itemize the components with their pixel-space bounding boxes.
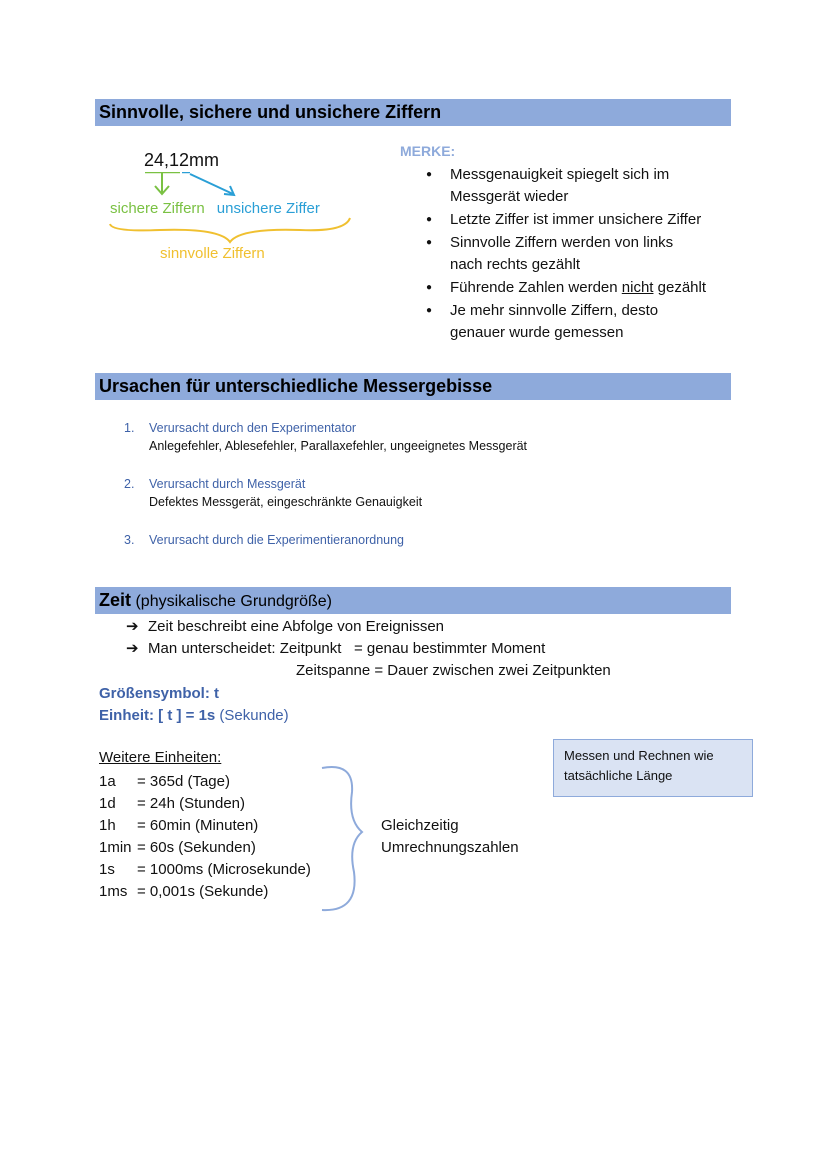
section-header-causes xyxy=(95,373,731,400)
item-detail: Defektes Messgerät, eingeschränkte Genauigkeit xyxy=(149,495,423,509)
measurement-value: 24,12mm xyxy=(144,150,220,170)
bullet-icon: ● xyxy=(426,282,433,293)
further-units-title: Weitere Einheiten: xyxy=(99,749,222,766)
cause-item xyxy=(124,531,724,549)
list-item xyxy=(426,300,746,344)
arrow-item-text: Zeit beschreibt eine Abfolge von Ereignissen xyxy=(148,618,445,635)
note-box-line: Messen und Rechnen wie xyxy=(564,748,714,763)
digit-labels xyxy=(110,198,360,220)
arrow-item xyxy=(126,638,726,660)
cause-item xyxy=(124,475,724,511)
causes-list xyxy=(124,419,724,569)
unit-row xyxy=(99,793,311,815)
quantity-symbol: Größensymbol: t xyxy=(99,685,220,702)
note-box xyxy=(553,739,753,797)
unit-value: = 24h (Stunden) xyxy=(137,795,245,812)
list-item xyxy=(426,232,746,276)
item-number: 3. xyxy=(124,533,135,547)
unit-symbol: 1h xyxy=(99,817,116,834)
arrow-item xyxy=(126,616,726,638)
brace-note-line: Umrechnungszahlen xyxy=(381,839,519,856)
significant-digits-label: sinnvolle Ziffern xyxy=(160,245,265,262)
item-title: Verursacht durch die Experimentieranordnung xyxy=(149,533,405,547)
list-item-text: Führende Zahlen werden nicht gezählt xyxy=(450,279,707,296)
units-list xyxy=(99,771,311,903)
item-number: 1. xyxy=(124,421,135,435)
list-item-text: Messgenauigkeit spiegelt sich im Messgerät wieder xyxy=(450,166,670,205)
brace-note-line: Gleichzeitig xyxy=(381,817,459,834)
merke-label: MERKE: xyxy=(400,143,456,159)
brace-note xyxy=(381,815,519,859)
unit-row xyxy=(99,815,311,837)
list-item-text: Letzte Ziffer ist immer unsichere Ziffer xyxy=(450,211,702,228)
section-header-significant-digits xyxy=(95,99,731,126)
arrow-right-icon: ➔ xyxy=(126,640,139,657)
curly-brace-icon xyxy=(318,762,378,917)
merke-list xyxy=(426,164,746,345)
unit-symbol: 1s xyxy=(99,861,115,878)
unit-definition: Einheit: [ t ] = 1s (Sekunde) xyxy=(99,707,289,724)
unit-value: = 365d (Tage) xyxy=(137,773,230,790)
unit-symbol: 1a xyxy=(99,773,116,790)
item-number: 2. xyxy=(124,477,135,491)
arrow-item-text: Man unterscheidet: Zeitpunkt = genau bestimmter Moment xyxy=(148,640,546,657)
note-box-line: tatsächliche Länge xyxy=(564,768,673,783)
sure-digits-label: sichere Ziffern xyxy=(110,200,205,217)
arrow-right-icon: ➔ xyxy=(126,618,139,635)
time-arrow-list xyxy=(126,616,726,682)
section-header-time xyxy=(95,587,731,614)
list-item-text: Je mehr sinnvolle Ziffern, desto genauer wurde gemessen xyxy=(450,302,659,341)
section-title: Sinnvolle, sichere und unsichere Ziffern xyxy=(99,102,442,122)
unit-value: = 60s (Sekunden) xyxy=(137,839,256,856)
unit-row xyxy=(99,881,311,903)
unit-symbol: 1min xyxy=(99,839,132,856)
unit-value: = 60min (Minuten) xyxy=(137,817,259,834)
section-title: Zeit (physikalische Grundgröße) xyxy=(99,590,332,610)
item-title: Verursacht durch den Experimentator xyxy=(149,421,357,435)
bullet-icon: ● xyxy=(426,169,433,180)
list-item xyxy=(426,209,746,231)
item-title: Verursacht durch Messgerät xyxy=(149,477,306,491)
list-item xyxy=(426,277,746,299)
unit-symbol: 1d xyxy=(99,795,116,812)
unit-symbol: 1ms xyxy=(99,883,128,900)
item-detail: Anlegefehler, Ablesefehler, Parallaxefehler, ungeeignetes Messgerät xyxy=(149,439,528,453)
cause-item xyxy=(124,419,724,455)
bullet-icon: ● xyxy=(426,305,433,316)
bullet-icon: ● xyxy=(426,214,433,225)
unit-row xyxy=(99,771,311,793)
section-title: Ursachen für unterschiedliche Messergebisse xyxy=(99,376,493,396)
bullet-icon: ● xyxy=(426,237,433,248)
list-item xyxy=(426,164,746,208)
unsure-digit-label: unsichere Ziffer xyxy=(216,200,320,217)
unit-row xyxy=(99,837,311,859)
timespan-definition: Zeitspanne = Dauer zwischen zwei Zeitpunkten xyxy=(296,662,611,679)
unit-row xyxy=(99,859,311,881)
unit-value: = 1000ms (Microsekunde) xyxy=(137,861,311,878)
unit-value: = 0,001s (Sekunde) xyxy=(137,883,269,900)
list-item-text: Sinnvolle Ziffern werden von links nach rechts gezählt xyxy=(450,234,674,273)
